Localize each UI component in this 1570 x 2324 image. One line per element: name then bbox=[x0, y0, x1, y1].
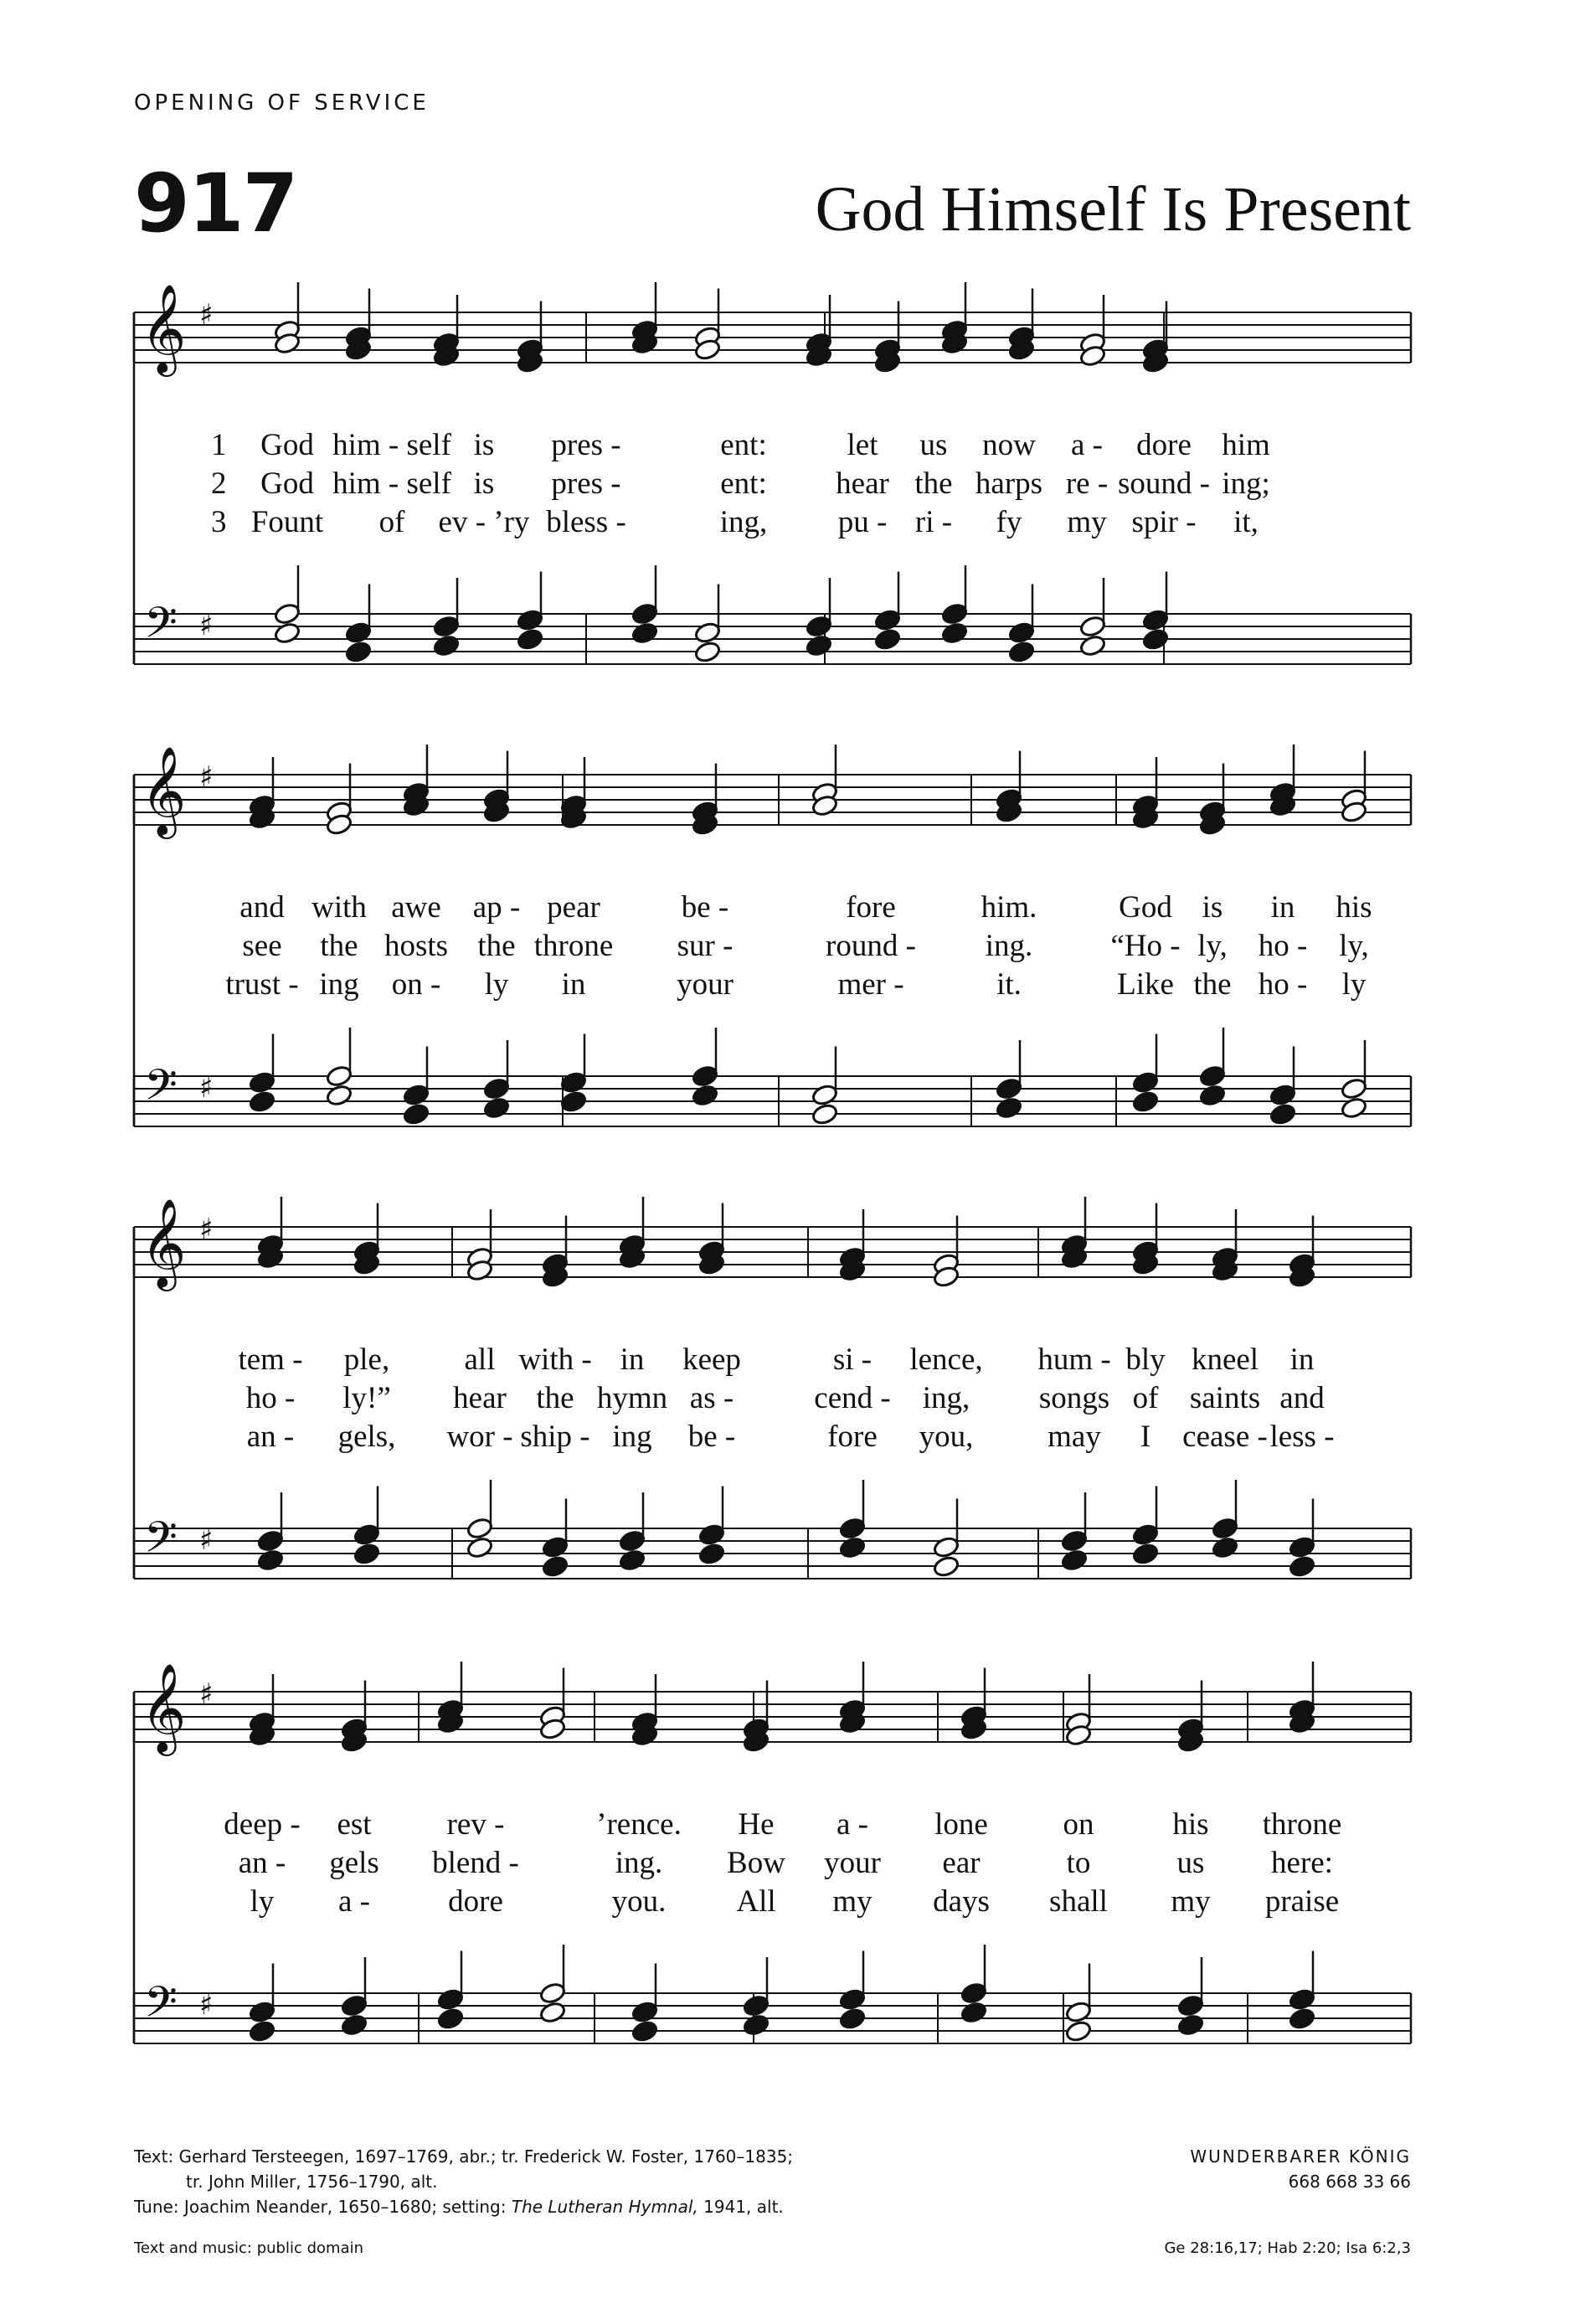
bass-clef-icon: 𝄢 bbox=[144, 597, 178, 658]
notehead bbox=[1141, 627, 1169, 651]
notehead bbox=[873, 608, 901, 631]
notehead bbox=[340, 2013, 368, 2037]
notehead bbox=[697, 1523, 725, 1546]
notehead bbox=[1060, 1548, 1088, 1572]
lyric-syllable: be - bbox=[687, 1420, 736, 1454]
verse-number: 3 bbox=[211, 505, 227, 539]
lyric-syllable: and bbox=[239, 890, 285, 925]
lyric-syllable: an - bbox=[238, 1846, 286, 1880]
scripture-references: Ge 28:16,17; Hab 2:20; Isa 6:2,3 bbox=[1164, 2239, 1411, 2257]
tune-info bbox=[1190, 2144, 1411, 2194]
notehead bbox=[691, 1084, 718, 1107]
lyric-syllable: fore bbox=[827, 1420, 878, 1454]
notehead bbox=[1131, 1523, 1159, 1546]
notehead bbox=[559, 1090, 587, 1113]
notehead bbox=[256, 1529, 284, 1553]
lyric-syllable: Fount bbox=[250, 505, 324, 539]
lyric-syllable: throne bbox=[1262, 1807, 1342, 1842]
lyric-syllable: his bbox=[1336, 890, 1372, 925]
lyric-syllable: of bbox=[378, 505, 405, 539]
lyric-syllable: with - bbox=[518, 1342, 592, 1377]
notehead bbox=[631, 621, 658, 645]
lyric-syllable: your bbox=[677, 967, 734, 1002]
lyric-syllable: Bow bbox=[727, 1846, 785, 1880]
lyric-syllable: you, bbox=[919, 1420, 974, 1454]
notehead bbox=[811, 1102, 838, 1126]
lyric-syllable: cend - bbox=[814, 1381, 891, 1415]
lyric-syllable: it. bbox=[996, 967, 1022, 1002]
lyric-syllable: the bbox=[1193, 967, 1232, 1002]
notehead bbox=[325, 1064, 353, 1088]
lyric-syllable: is bbox=[473, 428, 495, 462]
section-label: OPENING OF SERVICE bbox=[134, 90, 430, 116]
copyright-notice: Text and music: public domain bbox=[134, 2239, 364, 2257]
notehead bbox=[1131, 1070, 1159, 1094]
notehead bbox=[482, 1096, 510, 1120]
lyric-syllable: in bbox=[1289, 1342, 1315, 1377]
notehead bbox=[482, 1077, 510, 1100]
text-credit-line-1: Text: Gerhard Tersteegen, 1697–1769, abr.; tr. Frederick W. Foster, 1760–1835; bbox=[134, 2146, 794, 2167]
notehead bbox=[742, 2013, 770, 2037]
lyric-syllable: the bbox=[320, 929, 358, 963]
lyric-syllable: a - bbox=[338, 1884, 370, 1919]
notehead bbox=[1131, 1542, 1159, 1565]
lyric-syllable: lone bbox=[934, 1807, 988, 1842]
notehead bbox=[1176, 2013, 1204, 2037]
lyric-syllable: sur - bbox=[677, 929, 734, 963]
notehead bbox=[436, 1987, 464, 2011]
lyric-syllable: days bbox=[933, 1884, 990, 1919]
notehead bbox=[248, 1090, 275, 1113]
lyric-syllable: pear bbox=[547, 890, 600, 925]
notehead bbox=[1131, 1090, 1159, 1113]
key-signature-sharp-icon: ♯ bbox=[199, 760, 214, 794]
notehead bbox=[436, 2007, 464, 2030]
notehead bbox=[838, 1517, 866, 1540]
lyric-syllable: keep bbox=[682, 1342, 741, 1377]
notehead bbox=[631, 602, 658, 626]
lyric-syllable: rev - bbox=[446, 1807, 505, 1842]
verse-number: 1 bbox=[211, 428, 227, 462]
notehead bbox=[1211, 1517, 1238, 1540]
lyric-syllable: ho - bbox=[1258, 967, 1308, 1002]
lyric-syllable: round - bbox=[826, 929, 916, 963]
lyric-syllable: see bbox=[242, 929, 282, 963]
lyric-syllable: the bbox=[477, 929, 516, 963]
lyric-syllable: saints bbox=[1189, 1381, 1261, 1415]
lyric-syllable: tem - bbox=[238, 1342, 303, 1377]
lyric-syllable: ing. bbox=[615, 1846, 663, 1880]
notehead bbox=[1340, 1096, 1367, 1120]
lyric-syllable: him bbox=[1222, 428, 1270, 462]
verse-number: 2 bbox=[211, 466, 227, 501]
lyric-syllable: ly!” bbox=[342, 1381, 391, 1415]
bass-clef-icon: 𝄢 bbox=[144, 1976, 178, 2038]
lyric-syllable: ear bbox=[942, 1846, 981, 1880]
lyric-syllable: ing bbox=[319, 967, 359, 1002]
notehead bbox=[838, 1987, 866, 2011]
lyric-syllable: him - self bbox=[332, 428, 451, 462]
notehead bbox=[1288, 1987, 1315, 2011]
lyric-syllable: ho - bbox=[1258, 929, 1308, 963]
lyric-syllable: ly bbox=[250, 1884, 275, 1919]
notehead bbox=[932, 1554, 960, 1578]
notehead bbox=[1269, 1102, 1296, 1126]
tune-credit: Tune: Joachim Neander, 1650–1680; setting: The Lutheran Hymnal, 1941, alt. bbox=[134, 2197, 784, 2217]
lyric-syllable: awe bbox=[391, 890, 441, 925]
lyric-syllable: bless - bbox=[546, 505, 626, 539]
treble-clef-icon: 𝄞 bbox=[141, 283, 187, 373]
lyric-syllable: wor - bbox=[446, 1420, 513, 1454]
lyric-syllable: God bbox=[260, 428, 314, 462]
notehead bbox=[960, 1981, 987, 2005]
notehead bbox=[838, 1536, 866, 1559]
key-signature-sharp-icon: ♯ bbox=[199, 609, 214, 642]
notehead bbox=[838, 2007, 866, 2030]
lyric-syllable: the bbox=[914, 466, 953, 501]
notehead bbox=[541, 1554, 569, 1578]
notehead bbox=[1198, 1064, 1226, 1088]
notehead bbox=[466, 1536, 493, 1559]
notehead bbox=[541, 1535, 569, 1559]
lyric-syllable: all bbox=[464, 1342, 496, 1377]
notehead bbox=[340, 1994, 368, 2017]
lyric-syllable: ing; bbox=[1222, 466, 1270, 501]
notehead bbox=[248, 2019, 275, 2043]
lyric-syllable: ing, bbox=[922, 1381, 970, 1415]
lyric-syllable: deep - bbox=[224, 1807, 301, 1842]
lyric-syllable: ly, bbox=[1339, 929, 1369, 963]
lyric-syllable: ent: bbox=[720, 428, 767, 462]
lyric-syllable: mer - bbox=[837, 967, 904, 1002]
lyric-syllable: ple, bbox=[343, 1342, 390, 1377]
treble-clef-icon: 𝄞 bbox=[141, 1198, 187, 1287]
lyric-syllable: kneel bbox=[1191, 1342, 1259, 1377]
lyric-syllable: hosts bbox=[383, 929, 449, 963]
lyric-syllable: cease - bbox=[1182, 1420, 1268, 1454]
notehead bbox=[1288, 2007, 1315, 2030]
hymn-number: 917 bbox=[134, 157, 297, 250]
notehead bbox=[1288, 1535, 1315, 1559]
lyric-syllable: hymn bbox=[596, 1381, 668, 1415]
lyric-syllable: He bbox=[738, 1807, 775, 1842]
notehead bbox=[940, 602, 968, 626]
lyric-syllable: pu - bbox=[837, 505, 888, 539]
meter: 668 668 33 66 bbox=[1288, 2172, 1411, 2192]
lyric-syllable: of bbox=[1132, 1381, 1159, 1415]
notehead bbox=[940, 621, 968, 645]
notehead bbox=[1060, 1529, 1088, 1553]
lyric-syllable: us bbox=[1176, 1846, 1205, 1880]
key-signature-sharp-icon: ♯ bbox=[199, 1071, 214, 1105]
lyric-syllable: now bbox=[982, 428, 1036, 462]
notehead bbox=[1007, 640, 1035, 663]
lyric-syllable: it, bbox=[1233, 505, 1259, 539]
lyric-syllable: you. bbox=[611, 1884, 667, 1919]
lyric-syllable: fore bbox=[846, 890, 896, 925]
notehead bbox=[618, 1548, 646, 1572]
lyric-syllable: si - bbox=[832, 1342, 873, 1377]
notehead bbox=[932, 1535, 960, 1559]
lyric-syllable: and bbox=[1279, 1381, 1325, 1415]
lyric-syllable: a - bbox=[1071, 428, 1103, 462]
lyric-syllable: ing. bbox=[985, 929, 1033, 963]
lyric-syllable: him - self bbox=[332, 466, 451, 501]
notehead bbox=[1288, 1554, 1315, 1578]
lyric-syllable: God bbox=[1119, 890, 1172, 925]
text-credit-line-2: tr. John Miller, 1756–1790, alt. bbox=[186, 2172, 438, 2192]
notehead bbox=[995, 1077, 1022, 1100]
notehead bbox=[995, 1096, 1022, 1120]
lyric-syllable: I bbox=[1140, 1420, 1151, 1454]
notehead bbox=[1064, 2000, 1092, 2023]
lyric-syllable: a - bbox=[836, 1807, 868, 1842]
lyric-syllable: sound - bbox=[1118, 466, 1210, 501]
lyric-syllable: songs bbox=[1038, 1381, 1110, 1415]
lyric-syllable: less - bbox=[1269, 1420, 1335, 1454]
notehead bbox=[693, 640, 721, 663]
lyric-syllable: gels, bbox=[337, 1420, 396, 1454]
lyric-syllable: pres - bbox=[551, 466, 621, 501]
notehead bbox=[805, 634, 832, 657]
notehead bbox=[466, 1517, 493, 1540]
notehead bbox=[1078, 634, 1106, 657]
key-signature-sharp-icon: ♯ bbox=[199, 1988, 214, 2022]
lyric-syllable: in bbox=[620, 1342, 645, 1377]
lyric-syllable: may bbox=[1048, 1420, 1101, 1454]
lyric-syllable: him. bbox=[981, 890, 1037, 925]
notehead bbox=[1078, 615, 1106, 638]
lyric-syllable: dore bbox=[1136, 428, 1192, 462]
lyric-syllable: bly bbox=[1125, 1342, 1166, 1377]
notehead bbox=[559, 1070, 587, 1094]
lyric-syllable: hear bbox=[836, 466, 889, 501]
lyric-syllable: on bbox=[1063, 1807, 1094, 1842]
notehead bbox=[873, 627, 901, 651]
notehead bbox=[402, 1102, 430, 1126]
lyric-syllable: with bbox=[311, 890, 367, 925]
lyric-syllable: ap - bbox=[472, 890, 521, 925]
lyric-syllable: All bbox=[736, 1884, 776, 1919]
notehead bbox=[248, 2000, 275, 2023]
lyric-syllable: on - bbox=[391, 967, 441, 1002]
notehead bbox=[1141, 608, 1169, 631]
key-signature-sharp-icon: ♯ bbox=[199, 1213, 214, 1246]
treble-clef-icon: 𝄞 bbox=[141, 745, 187, 835]
notehead bbox=[1064, 2019, 1092, 2043]
lyric-syllable: is bbox=[1202, 890, 1223, 925]
lyric-syllable: ev - ’ry bbox=[438, 505, 530, 539]
notehead bbox=[1340, 1077, 1367, 1100]
lyric-syllable: ly, bbox=[1197, 929, 1228, 963]
lyric-syllable: fy bbox=[996, 505, 1022, 539]
notehead bbox=[402, 1083, 430, 1106]
notehead bbox=[538, 2001, 566, 2024]
lyric-syllable: ri - bbox=[914, 505, 953, 539]
lyric-syllable: ho - bbox=[245, 1381, 296, 1415]
lyric-syllable: here: bbox=[1271, 1846, 1333, 1880]
notehead bbox=[432, 634, 460, 657]
lyric-syllable: shall bbox=[1049, 1884, 1108, 1919]
notehead bbox=[538, 1981, 566, 2005]
notehead bbox=[344, 640, 372, 663]
notehead bbox=[516, 608, 543, 631]
hymn-title: God Himself Is Present bbox=[815, 174, 1411, 245]
key-signature-sharp-icon: ♯ bbox=[199, 298, 214, 332]
lyric-syllable: throne bbox=[533, 929, 614, 963]
lyric-syllable: Like bbox=[1117, 967, 1174, 1002]
notehead bbox=[325, 1084, 353, 1107]
lyric-syllable: my bbox=[832, 1884, 873, 1919]
lyric-syllable: hum - bbox=[1037, 1342, 1111, 1377]
lyric-syllable: to bbox=[1066, 1846, 1091, 1880]
notehead bbox=[631, 2019, 658, 2043]
notehead bbox=[811, 1083, 838, 1106]
lyric-syllable: hear bbox=[453, 1381, 507, 1415]
lyric-syllable: blend - bbox=[432, 1846, 519, 1880]
notehead bbox=[273, 621, 301, 645]
lyric-syllable: spir - bbox=[1131, 505, 1197, 539]
notehead bbox=[1211, 1536, 1238, 1559]
notehead bbox=[353, 1542, 380, 1565]
notehead bbox=[1007, 621, 1035, 644]
notehead bbox=[353, 1523, 380, 1546]
lyric-syllable: harps bbox=[975, 466, 1043, 501]
notehead bbox=[273, 602, 301, 626]
credits bbox=[134, 2144, 793, 2219]
lyric-syllable: ing bbox=[612, 1420, 652, 1454]
lyric-syllable: ’rence. bbox=[596, 1807, 682, 1842]
lyric-syllable: ly bbox=[1341, 967, 1367, 1002]
lyric-syllable: his bbox=[1172, 1807, 1209, 1842]
lyric-syllable: us bbox=[919, 428, 948, 462]
key-signature-sharp-icon: ♯ bbox=[199, 1523, 214, 1557]
lyric-syllable: trust - bbox=[225, 967, 299, 1002]
lyric-syllable: my bbox=[1171, 1884, 1211, 1919]
lyric-syllable: lence, bbox=[909, 1342, 983, 1377]
lyric-syllable: God bbox=[260, 466, 314, 501]
lyric-syllable: your bbox=[824, 1846, 881, 1880]
key-signature-sharp-icon: ♯ bbox=[199, 1677, 214, 1711]
notehead bbox=[960, 2001, 987, 2024]
lyric-syllable: praise bbox=[1264, 1884, 1340, 1919]
lyric-syllable: be - bbox=[681, 890, 729, 925]
lyric-syllable: as - bbox=[689, 1381, 734, 1415]
notehead bbox=[1269, 1083, 1296, 1106]
bass-clef-icon: 𝄢 bbox=[144, 1059, 178, 1121]
lyric-syllable: re - bbox=[1065, 466, 1109, 501]
notehead bbox=[1198, 1084, 1226, 1107]
lyric-syllable: in bbox=[1270, 890, 1295, 925]
notehead bbox=[248, 1070, 275, 1094]
notehead bbox=[432, 615, 460, 638]
lyric-syllable: dore bbox=[448, 1884, 503, 1919]
lyric-syllable: in bbox=[561, 967, 586, 1002]
notehead bbox=[631, 2000, 658, 2023]
lyric-syllable: ing, bbox=[719, 505, 768, 539]
lyric-syllable: is bbox=[473, 466, 495, 501]
notehead bbox=[691, 1064, 718, 1088]
notehead bbox=[618, 1529, 646, 1553]
notehead bbox=[344, 621, 372, 644]
lyric-syllable: ly bbox=[484, 967, 509, 1002]
lyric-syllable: my bbox=[1067, 505, 1107, 539]
lyric-syllable: the bbox=[536, 1381, 574, 1415]
notehead bbox=[693, 621, 721, 644]
notehead bbox=[697, 1542, 725, 1565]
bass-clef-icon: 𝄢 bbox=[144, 1512, 178, 1573]
notehead bbox=[516, 627, 543, 651]
lyric-syllable: let bbox=[847, 428, 878, 462]
lyric-syllable: pres - bbox=[551, 428, 621, 462]
lyric-syllable: gels bbox=[329, 1846, 379, 1880]
notehead bbox=[256, 1548, 284, 1572]
treble-clef-icon: 𝄞 bbox=[141, 1662, 187, 1752]
lyric-syllable: an - bbox=[246, 1420, 295, 1454]
lyric-syllable: ship - bbox=[520, 1420, 590, 1454]
notehead bbox=[742, 1994, 770, 2017]
lyric-syllable: est bbox=[337, 1807, 372, 1842]
lyric-syllable: ent: bbox=[720, 466, 767, 501]
lyric-syllable: “Ho - bbox=[1110, 929, 1181, 963]
tune-name: WUNDERBARER KÖNIG bbox=[1190, 2146, 1411, 2167]
notehead bbox=[1176, 1994, 1204, 2017]
notehead bbox=[805, 615, 832, 638]
